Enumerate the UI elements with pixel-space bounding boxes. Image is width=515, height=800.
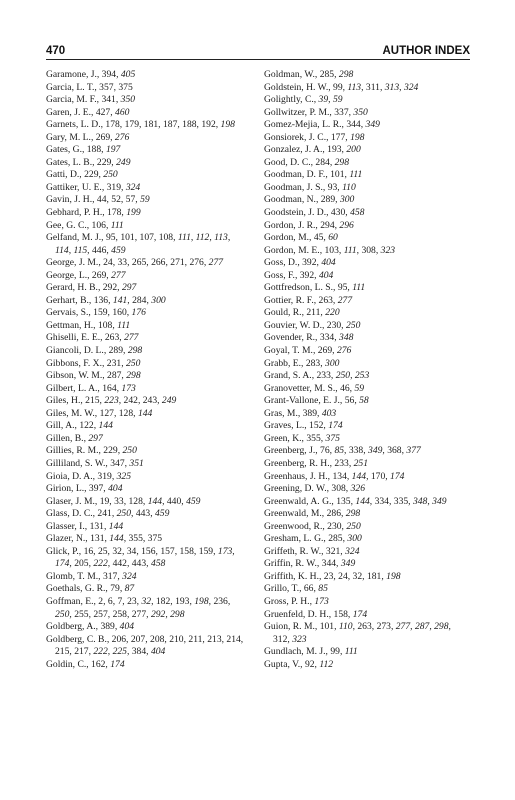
index-entry: Gatti, D., 229, 250 — [46, 169, 118, 181]
index-entry: Granovetter, M. S., 46, 59 — [264, 382, 365, 394]
index-entry: Goodman, N., 289, 300 — [264, 194, 355, 206]
index-entry: Gordon, M. E., 103, 111, 308, 323 — [264, 244, 396, 256]
index-entry: Gavin, J. H., 44, 52, 57, 59 — [46, 194, 150, 206]
index-entry: Goss, F., 392, 404 — [264, 269, 334, 281]
index-entry: Gresham, L. G., 285, 300 — [264, 533, 362, 545]
index-entry: Giles, H., 215, 223, 242, 243, 249 — [46, 395, 177, 407]
index-entry: Gee, G. C., 106, 111 — [46, 219, 124, 231]
index-entry: Gordon, J. R., 294, 296 — [264, 219, 354, 231]
index-entry: Goethals, G. R., 79, 87 — [46, 583, 135, 595]
index-entry: Gerhart, B., 136, 141, 284, 300 — [46, 294, 166, 306]
index-entry: Glaser, J. M., 19, 33, 128, 144, 440, 459 — [46, 495, 201, 507]
index-entry: Greenberg, J., 76, 85, 338, 349, 368, 377 — [264, 445, 421, 457]
index-entry: Gonzalez, J. A., 193, 200 — [264, 144, 361, 156]
index-entry: Greenwald, A. G., 135, 144, 334, 335, 348, 349 — [264, 495, 447, 507]
index-entry: Goyal, T. M., 269, 276 — [264, 345, 352, 357]
header-rule — [46, 59, 470, 60]
index-entry: Gomez-Mejia, L. R., 344, 349 — [264, 119, 380, 131]
index-entry: Garnets, L. D., 178, 179, 181, 187, 188, 192, 198 — [46, 119, 235, 131]
index-entry: Griffeth, R. W., 321, 324 — [264, 545, 360, 557]
index-entry: Grillo, T., 66, 85 — [264, 583, 328, 595]
index-entry: Gupta, V., 92, 112 — [264, 658, 334, 670]
index-entry: Gras, M., 389, 403 — [264, 407, 337, 419]
index-entry: Ghiselli, E. E., 263, 277 — [46, 332, 139, 344]
running-head: AUTHOR INDEX — [382, 45, 470, 57]
index-entry: Goldin, C., 162, 174 — [46, 658, 125, 670]
index-entry: Gruenfeld, D. H., 158, 174 — [264, 608, 368, 620]
index-entry: Gilbert, L. A., 164, 173 — [46, 382, 136, 394]
index-entry: Graves, L., 152, 174 — [264, 420, 343, 432]
index-entry: Gioia, D. A., 319, 325 — [46, 470, 132, 482]
index-entry: Garamone, J., 394, 405 — [46, 69, 136, 80]
index-entry: Guion, R. M., 101, 110, 263, 273, 277, 287, 298, 312, 323 — [264, 621, 451, 645]
index-entry: Greenwald, M., 286, 298 — [264, 508, 361, 520]
index-entry: Grabb, E., 283, 300 — [264, 357, 340, 369]
index-entry: Gattiker, U. E., 319, 324 — [46, 181, 141, 193]
index-entry: Grant-Vallone, E. J., 56, 58 — [264, 395, 369, 407]
index-entry: Grand, S. A., 233, 250, 253 — [264, 370, 370, 382]
index-entry: Gary, M. L., 269, 276 — [46, 131, 130, 143]
page-header — [46, 41, 470, 57]
index-entry: Gillen, B., 297 — [46, 432, 103, 444]
index-entry: Gonsiorek, J. C., 177, 198 — [264, 131, 365, 143]
index-entry: Greening, D. W., 308, 326 — [264, 483, 365, 495]
index-entry: Goldberg, A., 389, 404 — [46, 621, 135, 633]
index-entry: Garcia, L. T., 357, 375 — [46, 81, 133, 93]
index-entry: Goodman, D. F., 101, 111 — [264, 169, 363, 181]
index-entry: Goss, D., 392, 404 — [264, 257, 336, 269]
index-column-right — [264, 69, 466, 671]
index-entry: Goldstein, H. W., 99, 113, 311, 313, 324 — [264, 81, 419, 93]
page-number: 470 — [46, 45, 66, 57]
index-entry: Gates, L. B., 229, 249 — [46, 156, 131, 168]
index-entry: Glick, P., 16, 25, 32, 34, 156, 157, 158, 159, 173, 174, 205, 222, 442, 443, 458 — [46, 545, 235, 570]
index-entry: Gettman, H., 108, 111 — [46, 319, 131, 331]
index-entry: Goldberg, C. B., 206, 207, 208, 210, 211, 213, 214, 215, 217, 222, 225, 384, 404 — [46, 633, 244, 658]
index-entry: Glazer, N., 131, 144, 355, 375 — [46, 533, 163, 545]
index-entry: Greenberg, R. H., 233, 251 — [264, 457, 369, 469]
index-entry: Griffin, R. W., 344, 349 — [264, 558, 356, 570]
index-entry: Gottier, R. F., 263, 277 — [264, 294, 353, 306]
index-entry: Greenwood, R., 230, 250 — [264, 520, 361, 532]
index-entry: Goodman, J. S., 93, 110 — [264, 181, 356, 193]
index-entry: Gervais, S., 159, 160, 176 — [46, 307, 146, 319]
index-entry: Gerard, H. B., 292, 297 — [46, 282, 137, 294]
index-entry: Giancoli, D. L., 289, 298 — [46, 345, 143, 357]
index-entry: Gebhard, P. H., 178, 199 — [46, 207, 141, 219]
index-entry: Glasser, I., 131, 144 — [46, 520, 124, 532]
index-entry: Goffman, E., 2, 6, 7, 23, 32, 182, 193, 198, 236, 250, 255, 257, 258, 277, 292, 298 — [46, 595, 231, 620]
index-entry: Gill, A., 122, 144 — [46, 420, 113, 432]
index-entry: Golightly, C., 39, 59 — [264, 94, 343, 106]
index-entry: Gollwitzer, P. M., 337, 350 — [264, 106, 368, 118]
index-entry: Govender, R., 334, 348 — [264, 332, 354, 344]
index-entry: Gilliland, S. W., 347, 351 — [46, 457, 144, 469]
index-entry: Garcia, M. F., 341, 350 — [46, 94, 136, 106]
index-entry: Green, K., 355, 375 — [264, 432, 340, 444]
index-entry: Goldman, W., 285, 298 — [264, 69, 354, 80]
index-entry: Gibson, W. M., 287, 298 — [46, 370, 141, 382]
index-entry: George, J. M., 24, 33, 265, 266, 271, 276, 277 — [46, 257, 224, 269]
index-entry: Griffith, K. H., 23, 24, 32, 181, 198 — [264, 570, 401, 582]
index-entry: Gordon, M., 45, 60 — [264, 232, 338, 244]
index-entry: Gibbons, F. X., 231, 250 — [46, 357, 141, 369]
index-entry: Goodstein, J. D., 430, 458 — [264, 207, 365, 219]
index-entry: George, L., 269, 277 — [46, 269, 126, 281]
index-column-left — [46, 69, 248, 671]
index-entry: Gouvier, W. D., 230, 250 — [264, 319, 361, 331]
index-entry: Girion, L., 397, 404 — [46, 483, 123, 495]
index-entry: Glomb, T. M., 317, 324 — [46, 570, 137, 582]
index-entry: Gross, P. H., 173 — [264, 595, 329, 607]
index-entry: Garen, J. E., 427, 460 — [46, 106, 130, 118]
index-entry: Gottfredson, L. S., 95, 111 — [264, 282, 366, 294]
index-entry: Gelfand, M. J., 95, 101, 107, 108, 111, 112, 113, 114, 115, 446, 459 — [46, 232, 231, 256]
index-entry: Gould, R., 211, 220 — [264, 307, 340, 319]
index-entry: Gates, G., 188, 197 — [46, 144, 121, 156]
index-entry: Gundlach, M. J., 99, 111 — [264, 646, 358, 658]
index-entry: Giles, M. W., 127, 128, 144 — [46, 407, 153, 419]
index-entry: Glass, D. C., 241, 250, 443, 459 — [46, 508, 170, 520]
index-entry: Gillies, R. M., 229, 250 — [46, 445, 137, 457]
index-entry: Good, D. C., 284, 298 — [264, 156, 350, 168]
index-entry: Greenhaus, J. H., 134, 144, 170, 174 — [264, 470, 405, 482]
